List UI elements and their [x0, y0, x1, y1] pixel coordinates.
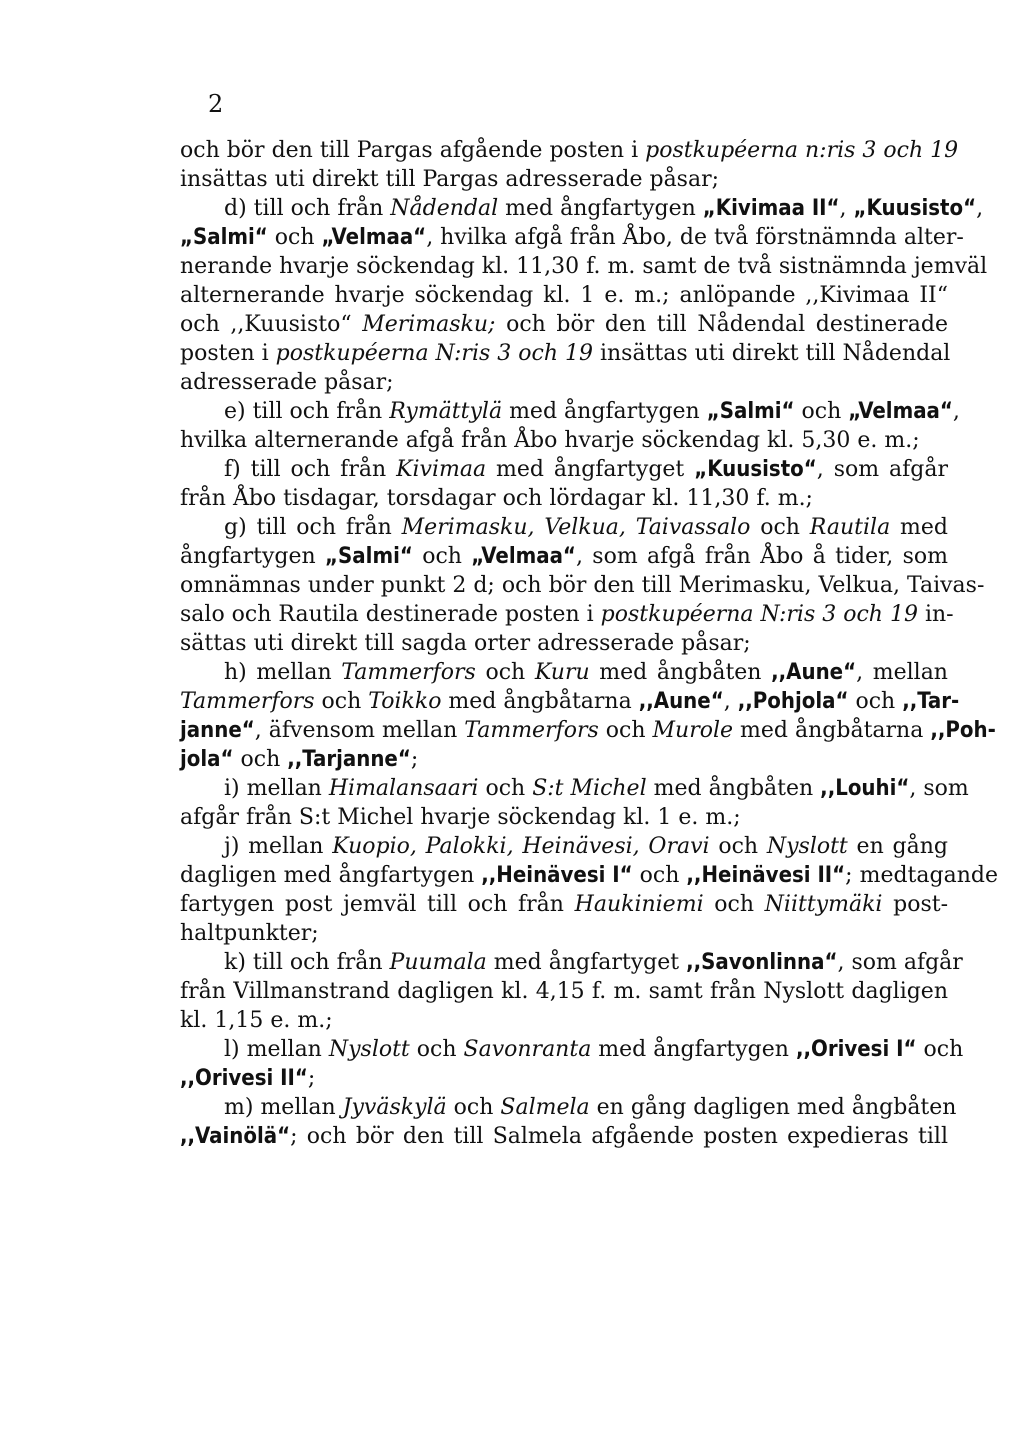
text-line — [180, 687, 960, 716]
text-run: och bör den till Nådendal destinerade — [495, 312, 948, 337]
text-run: , mellan — [856, 660, 948, 685]
text-run: ; medtagande — [845, 863, 998, 888]
text-run: med ångbåtarna — [733, 718, 931, 743]
text-line — [180, 397, 960, 426]
italic-place-name: Nyslott — [766, 834, 848, 859]
text-run: och — [916, 1037, 964, 1062]
vessel-name: ,,Aune“ — [771, 660, 857, 685]
text-run: och bör den till Pargas afgående posten i — [180, 138, 646, 163]
text-line — [180, 165, 948, 194]
text-line — [180, 861, 998, 890]
text-line — [180, 1064, 948, 1093]
vessel-name: ,,Louhi“ — [820, 776, 910, 801]
vessel-name: ,,Vainölä“ — [180, 1124, 291, 1149]
vessel-name: ,,Poh- — [930, 718, 996, 743]
vessel-name: ,,Savonlinna“ — [686, 950, 838, 975]
italic-place-name: postkupéerna N:ris 3 och 19 — [275, 341, 593, 366]
vessel-name: „Kuusisto“ — [853, 196, 977, 221]
text-run: i) mellan — [224, 776, 329, 801]
text-line — [180, 1035, 964, 1064]
text-run: , — [839, 196, 854, 221]
text-run: ; och bör den till Salmela afgående posten expedieras till — [290, 1124, 948, 1149]
italic-place-name: Nyslott — [328, 1037, 410, 1062]
text-run: , som afgå från Åbo å tider, som — [575, 544, 948, 569]
body-text — [180, 136, 998, 1151]
text-run: , som — [909, 776, 969, 801]
text-run: , äfvensom mellan — [254, 718, 465, 743]
text-run: , som afgår — [816, 457, 948, 482]
text-run: från Villmanstrand dagligen kl. 4,15 f. m. samt från Nyslott dagligen — [180, 979, 948, 1004]
vessel-name: „Salmi“ — [325, 544, 413, 569]
text-run: och — [794, 399, 849, 424]
text-line — [180, 339, 951, 368]
text-line — [180, 310, 948, 339]
italic-place-name: Merimasku; — [362, 312, 496, 337]
vessel-name: „Velmaa“ — [321, 225, 427, 250]
text-run: med ångfartygen — [591, 1037, 796, 1062]
text-run: med ångfartygen — [502, 399, 707, 424]
text-run: ångfartygen — [180, 544, 326, 569]
vessel-name: ,,Tar- — [902, 689, 960, 714]
text-line — [180, 745, 948, 774]
text-line — [180, 1006, 948, 1035]
text-run: e) till och från — [224, 399, 390, 424]
text-line — [180, 803, 948, 832]
text-run: in- — [917, 602, 954, 627]
text-run: med ångbåten — [589, 660, 772, 685]
italic-place-name: Savonranta — [463, 1037, 592, 1062]
italic-place-name: Tammerfors — [341, 660, 476, 685]
text-run: hvilka alternerande afgå från Åbo hvarje söckendag kl. 5,30 e. m.; — [180, 428, 920, 453]
text-run: och — [750, 515, 810, 540]
text-run: från Åbo tisdagar, torsdagar och lördagar kl. 11,30 f. m.; — [180, 486, 813, 511]
text-run: , — [723, 689, 738, 714]
vessel-name: ,,Aune“ — [638, 689, 724, 714]
vessel-name: „Kivimaa II“ — [702, 196, 840, 221]
text-run: posten i — [180, 341, 276, 366]
text-run: och — [632, 863, 687, 888]
text-run: k) till och från — [224, 950, 390, 975]
text-run: och ,,Kuusisto“ — [180, 312, 363, 337]
text-run: och — [703, 892, 765, 917]
text-run: kl. 1,15 e. m.; — [180, 1008, 333, 1033]
text-run: h) mellan — [224, 660, 342, 685]
text-line — [180, 977, 948, 1006]
text-run: alternerande hvarje söckendag kl. 1 e. m.; anlöpande ,,Kivimaa II“ — [180, 283, 948, 308]
text-line — [180, 426, 948, 455]
italic-place-name: Rautila — [809, 515, 891, 540]
text-line — [180, 513, 948, 542]
italic-place-name: Tammerfors — [464, 718, 599, 743]
text-run: salo och Rautila destinerade posten i — [180, 602, 601, 627]
vessel-name: ,,Heinävesi II“ — [686, 863, 846, 888]
text-run: och — [848, 689, 903, 714]
text-line — [180, 774, 969, 803]
italic-place-name: Niittymäki — [764, 892, 883, 917]
text-run: , — [976, 196, 984, 221]
text-run: , — [952, 399, 960, 424]
text-line — [180, 1122, 948, 1151]
text-line — [180, 368, 948, 397]
vessel-name: ,,Orivesi II“ — [180, 1066, 308, 1091]
text-run: haltpunkter; — [180, 921, 319, 946]
text-run: en gång — [847, 834, 948, 859]
text-line — [180, 600, 954, 629]
italic-place-name: Murole — [652, 718, 734, 743]
text-run: med ångfartyget — [486, 950, 687, 975]
vessel-name: „Salmi“ — [706, 399, 795, 424]
vessel-name: jola“ — [180, 747, 234, 772]
text-run: sättas uti direkt till sagda orter adresserade påsar; — [180, 631, 751, 656]
italic-place-name: S:t Michel — [532, 776, 647, 801]
italic-place-name: Merimasku, Velkua, Taivassalo — [401, 515, 751, 540]
text-line — [180, 629, 948, 658]
text-line — [180, 223, 964, 252]
italic-place-name: postkupéerna N:ris 3 och 19 — [600, 602, 918, 627]
vessel-name: janne“ — [180, 718, 255, 743]
text-run: och — [598, 718, 653, 743]
text-run: adresserade påsar; — [180, 370, 394, 395]
vessel-name: ,,Pohjola“ — [737, 689, 849, 714]
italic-place-name: Kuru — [534, 660, 590, 685]
italic-place-name: Kivimaa — [396, 457, 487, 482]
text-line — [180, 484, 948, 513]
italic-place-name: Kuopio, Palokki, Heinävesi, Oravi — [332, 834, 710, 859]
italic-place-name: Nådendal — [390, 196, 499, 221]
text-run: d) till och från — [224, 196, 391, 221]
text-run: insättas uti direkt till Nådendal — [592, 341, 951, 366]
text-run: med ångfartygen — [498, 196, 703, 221]
vessel-name: „Kuusisto“ — [694, 457, 817, 482]
text-line — [180, 252, 988, 281]
text-line — [180, 194, 984, 223]
text-run: och — [267, 225, 322, 250]
italic-place-name: Toikko — [368, 689, 442, 714]
text-run: med ångfartyget — [486, 457, 695, 482]
text-line — [180, 716, 996, 745]
vessel-name: „Velmaa“ — [848, 399, 953, 424]
text-run: och — [409, 1037, 464, 1062]
text-run: l) mellan — [224, 1037, 329, 1062]
text-run: fartygen post jemväl till och från — [180, 892, 575, 917]
vessel-name: ,,Tarjanne“ — [287, 747, 411, 772]
text-line — [180, 571, 985, 600]
vessel-name: „Salmi“ — [180, 225, 268, 250]
text-run: f) till och från — [224, 457, 397, 482]
text-run: med ångbåten — [646, 776, 821, 801]
vessel-name: „Velmaa“ — [471, 544, 576, 569]
text-run: j) mellan — [224, 834, 333, 859]
text-run: och — [709, 834, 767, 859]
italic-place-name: Salmela — [500, 1095, 590, 1120]
text-line — [180, 455, 948, 484]
text-run: en gång dagligen med ångbåten — [589, 1095, 957, 1120]
text-run: nerande hvarje söckendag kl. 11,30 f. m. samt de två sistnämnda jemväl — [180, 254, 988, 279]
italic-place-name: Rymättylä — [389, 399, 503, 424]
text-run: och — [233, 747, 288, 772]
text-run: post- — [882, 892, 949, 917]
vessel-name: ,,Orivesi I“ — [795, 1037, 917, 1062]
text-line — [180, 919, 948, 948]
text-run: insättas uti direkt till Pargas adresserade påsar; — [180, 167, 720, 192]
text-run: afgår från S:t Michel hvarje söckendag kl. 1 e. m.; — [180, 805, 741, 830]
page-number: 2 — [208, 90, 224, 118]
vessel-name: ,,Heinävesi I“ — [481, 863, 633, 888]
text-run: m) mellan — [224, 1095, 343, 1120]
text-line — [180, 658, 948, 687]
text-line — [180, 832, 948, 861]
text-run: och — [412, 544, 472, 569]
italic-place-name: Jyväskylä — [342, 1095, 447, 1120]
text-line — [180, 136, 959, 165]
text-line — [180, 1093, 957, 1122]
text-run: ; — [410, 747, 419, 772]
text-line — [180, 542, 948, 571]
text-run: med ångbåtarna — [441, 689, 639, 714]
italic-place-name: Puumala — [389, 950, 487, 975]
text-run: omnämnas under punkt 2 d; och bör den till Merimasku, Velkua, Taivas- — [180, 573, 985, 598]
text-run: g) till och från — [224, 515, 402, 540]
text-run: ; — [307, 1066, 316, 1091]
italic-place-name: postkupéerna n:ris 3 och 19 — [645, 138, 959, 163]
italic-place-name: Haukiniemi — [574, 892, 704, 917]
italic-place-name: Tammerfors — [180, 689, 315, 714]
italic-place-name: Himalansaari — [328, 776, 479, 801]
text-run: med — [890, 515, 948, 540]
text-run: , hvilka afgå från Åbo, de två förstnämnda alter- — [426, 225, 964, 250]
text-line — [180, 281, 948, 310]
text-run: , som afgår — [837, 950, 963, 975]
text-run: och — [446, 1095, 501, 1120]
text-run: och — [314, 689, 369, 714]
text-run: och — [475, 660, 535, 685]
text-line — [180, 948, 963, 977]
text-line — [180, 890, 948, 919]
text-run: dagligen med ångfartygen — [180, 863, 482, 888]
text-run: och — [478, 776, 533, 801]
